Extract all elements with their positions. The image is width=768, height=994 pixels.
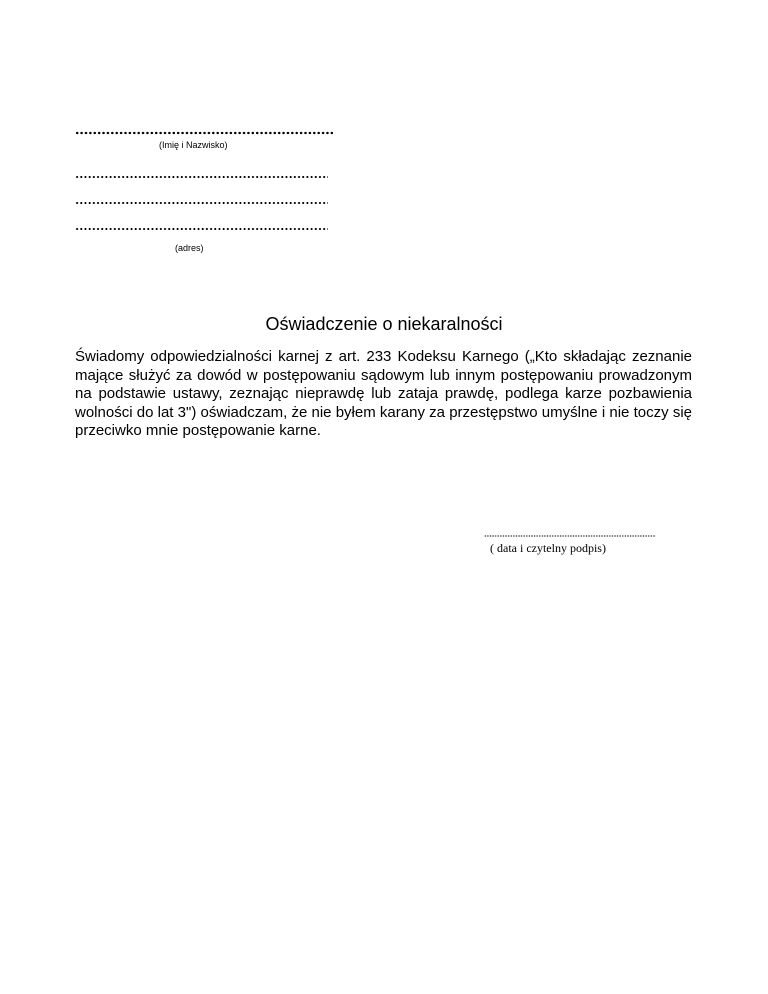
statement-body: Świadomy odpowiedzialności karnej z art. 233 Kodeksu Karnego („Kto składając zeznanie mające służyć za dowód w postępowaniu sądowym lub innym postępowaniu prowadzonym na podstawie ustawy, zeznając nieprawdę lub zataja prawdę, podlega karze pozbawienia wolności do lat 3") oświadczam, że nie byłem karany za przestępstwo umyślne i nie toczy się przeciwko mnie postępowanie karne. bbox=[75, 348, 692, 440]
address-dotted-line-1[interactable] bbox=[75, 175, 328, 179]
address-caption: (adres) bbox=[175, 243, 204, 253]
signature-dotted-line[interactable] bbox=[484, 535, 656, 537]
address-dotted-line-3[interactable] bbox=[75, 227, 328, 231]
address-dotted-line-2[interactable] bbox=[75, 201, 328, 205]
name-caption: (Imię i Nazwisko) bbox=[159, 140, 228, 150]
name-dotted-line[interactable] bbox=[75, 131, 333, 135]
document-title: Oświadczenie o niekaralności bbox=[265, 314, 503, 334]
signature-caption: ( data i czytelny podpis) bbox=[490, 541, 606, 555]
